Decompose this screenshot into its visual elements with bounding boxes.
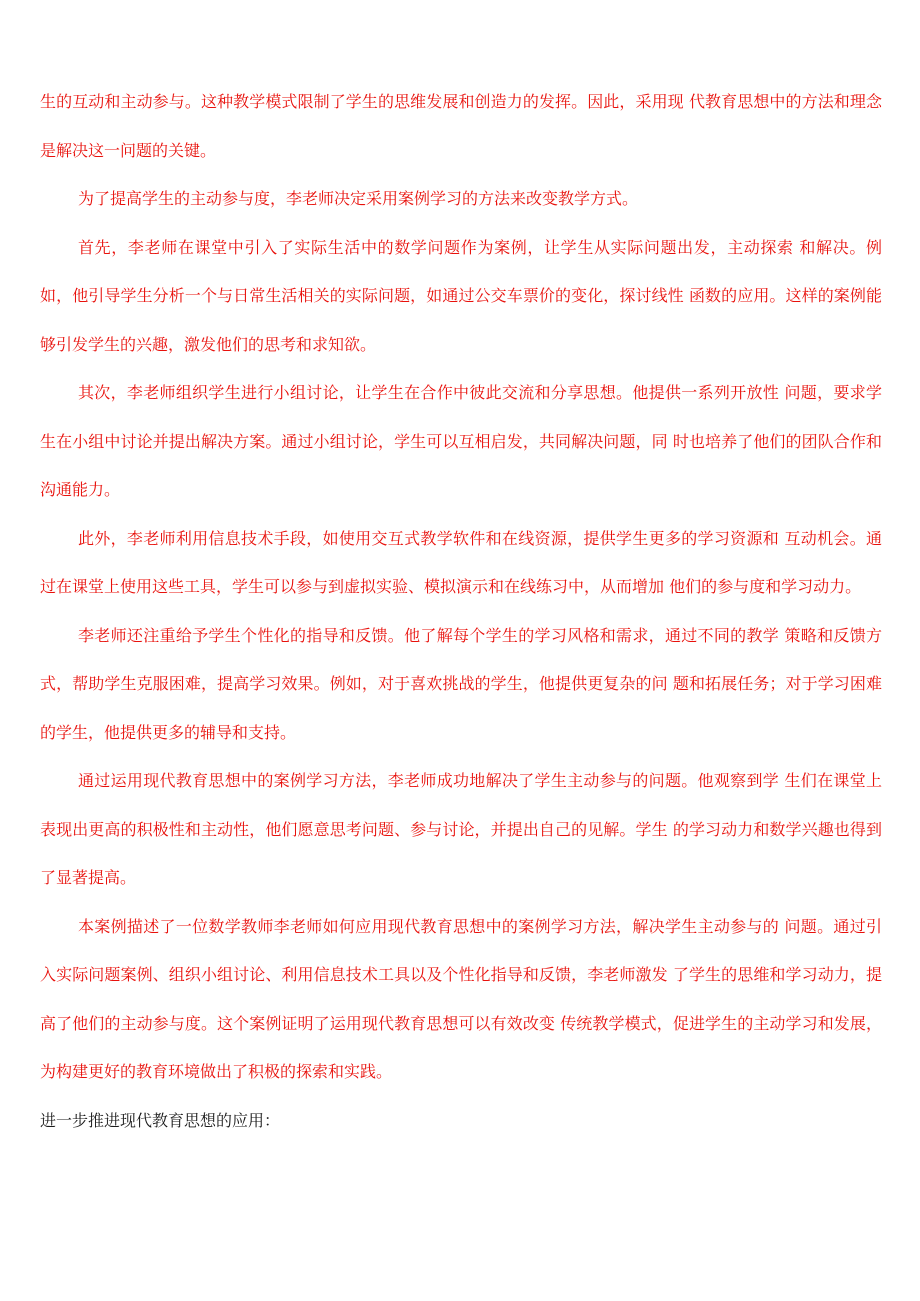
paragraph-1: 生的互动和主动参与。这种教学模式限制了学生的思维发展和创造力的发挥。因此，采用现 代教育思想中的方法和理念是解决这一问题的关键。 bbox=[40, 92, 882, 160]
paragraph-2: 为了提高学生的主动参与度，李老师决定采用案例学习的方法来改变教学方式。 bbox=[78, 189, 639, 208]
paragraph-5: 此外，李老师利用信息技术手段，如使用交互式教学软件和在线资源，提供学生更多的学习资源和 互动机会。通过在课堂上使用这些工具，学生可以参与到虚拟实验、模拟演示和在线练习中，从而增加 他们的参与度和学习动力。 bbox=[40, 528, 882, 596]
paragraph-6: 李老师还注重给予学生个性化的指导和反馈。他了解每个学生的学习风格和需求，通过不同的教学 策略和反馈方式，帮助学生克服困难，提高学习效果。例如，对于喜欢挑战的学生，他提供更复杂的问 题和拓展任务；对于学习困难的学生，他提供更多的辅导和支持。 bbox=[40, 625, 882, 742]
paragraph-8: 本案例描述了一位数学教师李老师如何应用现代教育思想中的案例学习方法，解决学生主动参与的 问题。通过引入实际问题案例、组织小组讨论、利用信息技术工具以及个性化指导和反馈，李老师激发 了学生的思维和学习动力，提高了他们的主动参与度。这个案例证明了运用现代教育思想可以有效改变 传统教学模式，促进学生的主动学习和发展，为构建更好的教育环境做出了积极的探索和实践。 bbox=[40, 916, 882, 1081]
paragraph-3: 首先，李老师在课堂中引入了实际生活中的数学问题作为案例，让学生从实际问题出发，主动探索 和解决。例如，他引导学生分析一个与日常生活相关的实际问题，如通过公交车票价的变化，探讨线性 函数的应用。这样的案例能够引发学生的兴趣，激发他们的思考和求知欲。 bbox=[40, 237, 882, 354]
section-heading: 进一步推进现代教育思想的应用： bbox=[40, 1110, 281, 1130]
paragraph-4: 其次，李老师组织学生进行小组讨论，让学生在合作中彼此交流和分享思想。他提供一系列开放性 问题，要求学生在小组中讨论并提出解决方案。通过小组讨论，学生可以互相启发，共同解决问题，同 时也培养了他们的团队合作和沟通能力。 bbox=[40, 383, 882, 499]
paragraph-7: 通过运用现代教育思想中的案例学习方法，李老师成功地解决了学生主动参与的问题。他观察到学 生们在课堂上表现出更高的积极性和主动性，他们愿意思考问题、参与讨论，并提出自己的见解。学生 的学习动力和数学兴趣也得到了显著提高。 bbox=[40, 771, 882, 887]
document-body bbox=[40, 78, 882, 1145]
